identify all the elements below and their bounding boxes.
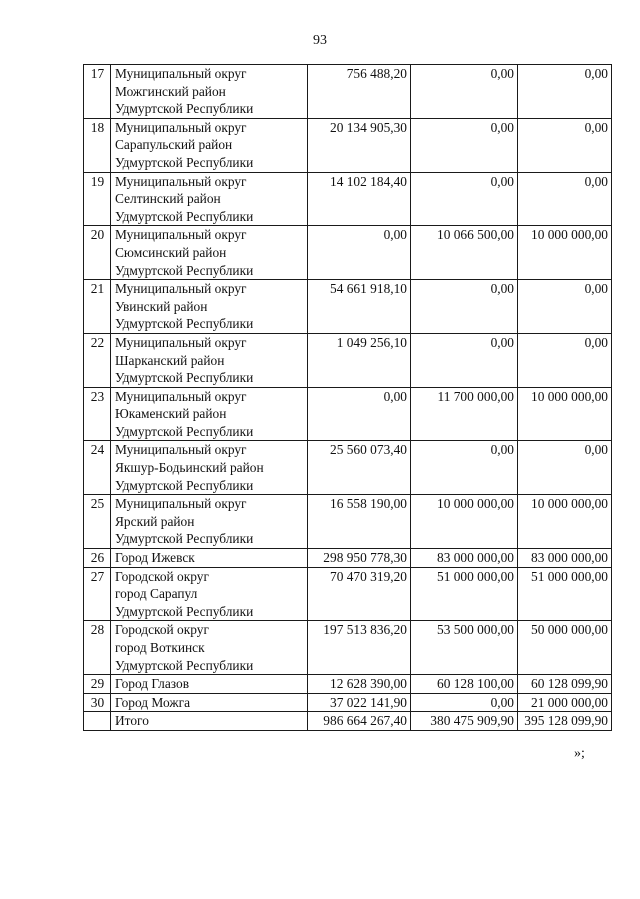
amount-cell-col-2: 0,00 <box>411 333 518 387</box>
amount-cell-col-1: 14 102 184,40 <box>308 172 411 226</box>
row-number-cell: 18 <box>84 118 111 172</box>
municipality-name-line: Удмуртской Республики <box>115 423 254 439</box>
municipality-name-line: Можгинский район <box>115 83 226 99</box>
municipality-name-line: Муниципальный округ <box>115 173 247 189</box>
municipality-name-cell <box>111 567 308 621</box>
table-row <box>84 693 612 712</box>
municipality-name-line: Город Глазов <box>115 676 190 692</box>
amount-cell-col-1: 70 470 319,20 <box>308 567 411 621</box>
amount-cell-col-3: 10 000 000,00 <box>518 495 612 549</box>
closing-quote-mark: »; <box>574 746 585 761</box>
amount-cell-col-3: 50 000 000,00 <box>518 621 612 675</box>
municipality-name-line: Городской округ <box>115 568 209 584</box>
amount-cell-col-3: 0,00 <box>518 118 612 172</box>
amount-cell-col-1: 12 628 390,00 <box>308 675 411 694</box>
amount-cell-col-2: 51 000 000,00 <box>411 567 518 621</box>
municipality-name-line: город Сарапул <box>115 586 198 602</box>
row-number-cell: 29 <box>84 675 111 694</box>
amount-cell-col-2: 0,00 <box>411 441 518 495</box>
municipality-name-cell <box>111 495 308 549</box>
table-row <box>84 280 612 334</box>
municipality-name-cell <box>111 621 308 675</box>
amount-cell-col-2: 11 700 000,00 <box>411 387 518 441</box>
amount-cell-col-3: 0,00 <box>518 333 612 387</box>
amount-cell-col-3: 51 000 000,00 <box>518 567 612 621</box>
municipality-name-cell <box>111 387 308 441</box>
municipality-name-cell <box>111 333 308 387</box>
amount-cell-col-1: 298 950 778,30 <box>308 549 411 568</box>
amount-cell-col-3: 0,00 <box>518 65 612 119</box>
municipality-name-line: Муниципальный округ <box>115 119 247 135</box>
table-row <box>84 65 612 119</box>
amount-cell-col-1: 756 488,20 <box>308 65 411 119</box>
municipality-name-line: Якшур-Бодьинский район <box>115 460 264 476</box>
table-row <box>84 387 612 441</box>
municipality-name-cell <box>111 65 308 119</box>
municipality-name-line: Муниципальный округ <box>115 227 247 243</box>
municipality-name-line: Муниципальный округ <box>115 281 247 297</box>
municipality-name-line: Муниципальный округ <box>115 388 247 404</box>
municipality-name-line: Город Ижевск <box>115 550 195 566</box>
table-row <box>84 567 612 621</box>
amount-cell-col-1: 197 513 836,20 <box>308 621 411 675</box>
row-number-cell: 28 <box>84 621 111 675</box>
table-body <box>84 65 612 731</box>
amount-cell-col-2: 83 000 000,00 <box>411 549 518 568</box>
table-row <box>84 549 612 568</box>
row-number-cell <box>84 712 111 731</box>
amount-cell-col-1: 0,00 <box>308 387 411 441</box>
municipality-name-line: Удмуртской Республики <box>115 316 254 332</box>
page-number: 93 <box>313 33 327 48</box>
municipality-name-line: Удмуртской Республики <box>115 603 254 619</box>
municipality-name-cell <box>111 226 308 280</box>
municipality-name-line: Сюмсинский район <box>115 244 227 260</box>
municipality-name-line: Ярский район <box>115 513 195 529</box>
amount-cell-col-3: 395 128 099,90 <box>518 712 612 731</box>
amount-cell-col-1: 0,00 <box>308 226 411 280</box>
municipality-name-cell <box>111 675 308 694</box>
table-row <box>84 118 612 172</box>
municipality-name-line: Увинский район <box>115 298 208 314</box>
amount-cell-col-1: 1 049 256,10 <box>308 333 411 387</box>
municipality-name-cell <box>111 441 308 495</box>
amount-cell-col-2: 0,00 <box>411 280 518 334</box>
amount-cell-col-2: 0,00 <box>411 118 518 172</box>
table-row <box>84 333 612 387</box>
municipality-name-line: Удмуртской Республики <box>115 208 254 224</box>
municipality-name-cell <box>111 712 308 731</box>
amount-cell-col-1: 986 664 267,40 <box>308 712 411 731</box>
amount-cell-col-1: 16 558 190,00 <box>308 495 411 549</box>
row-number-cell: 26 <box>84 549 111 568</box>
row-number-cell: 17 <box>84 65 111 119</box>
municipality-name-line: Муниципальный округ <box>115 442 247 458</box>
table-row <box>84 441 612 495</box>
row-number-cell: 20 <box>84 226 111 280</box>
table-row <box>84 172 612 226</box>
amount-cell-col-1: 37 022 141,90 <box>308 693 411 712</box>
amount-cell-col-2: 380 475 909,90 <box>411 712 518 731</box>
amount-cell-col-2: 0,00 <box>411 172 518 226</box>
municipality-name-cell <box>111 693 308 712</box>
table-row <box>84 226 612 280</box>
row-number-cell: 24 <box>84 441 111 495</box>
municipality-name-line: город Воткинск <box>115 640 205 655</box>
row-number-cell: 21 <box>84 280 111 334</box>
municipality-name-line: Удмуртской Республики <box>115 101 254 117</box>
amount-cell-col-3: 0,00 <box>518 280 612 334</box>
row-number-cell: 27 <box>84 567 111 621</box>
amount-cell-col-1: 25 560 073,40 <box>308 441 411 495</box>
row-number-cell: 19 <box>84 172 111 226</box>
amount-cell-col-2: 0,00 <box>411 65 518 119</box>
amount-cell-col-3: 60 128 099,90 <box>518 675 612 694</box>
total-row <box>84 712 612 731</box>
row-number-cell: 23 <box>84 387 111 441</box>
budget-allocation-table <box>83 64 612 731</box>
amount-cell-col-2: 60 128 100,00 <box>411 675 518 694</box>
municipality-name-line: Городской округ <box>115 622 209 638</box>
municipality-name-line: Город Можга <box>115 694 191 710</box>
municipality-name-line: Юкаменский район <box>115 406 227 422</box>
amount-cell-col-1: 54 661 918,10 <box>308 280 411 334</box>
municipality-name-cell <box>111 118 308 172</box>
table-row <box>84 621 612 675</box>
municipality-name-line: Сарапульский район <box>115 137 233 153</box>
amount-cell-col-3: 21 000 000,00 <box>518 693 612 712</box>
table-row <box>84 675 612 694</box>
municipality-name-line: Удмуртской Республики <box>115 154 254 170</box>
municipality-name-line: Муниципальный округ <box>115 334 247 350</box>
row-number-cell: 22 <box>84 333 111 387</box>
amount-cell-col-3: 0,00 <box>518 441 612 495</box>
municipality-name-line: Муниципальный округ <box>115 66 247 81</box>
amount-cell-col-1: 20 134 905,30 <box>308 118 411 172</box>
municipality-name-line: Итого <box>115 713 149 729</box>
municipality-name-line: Селтинский район <box>115 191 221 207</box>
municipality-name-cell <box>111 280 308 334</box>
row-number-cell: 30 <box>84 693 111 712</box>
amount-cell-col-3: 83 000 000,00 <box>518 549 612 568</box>
municipality-name-line: Удмуртской Республики <box>115 262 254 278</box>
municipality-name-line: Муниципальный округ <box>115 496 247 512</box>
amount-cell-col-2: 10 066 500,00 <box>411 226 518 280</box>
municipality-name-cell <box>111 549 308 568</box>
municipality-name-line: Удмуртской Республики <box>115 657 254 673</box>
municipality-name-line: Удмуртской Республики <box>115 477 254 493</box>
municipality-name-cell <box>111 172 308 226</box>
amount-cell-col-2: 10 000 000,00 <box>411 495 518 549</box>
amount-cell-col-3: 0,00 <box>518 172 612 226</box>
amount-cell-col-3: 10 000 000,00 <box>518 387 612 441</box>
row-number-cell: 25 <box>84 495 111 549</box>
amount-cell-col-3: 10 000 000,00 <box>518 226 612 280</box>
municipality-name-line: Удмуртской Республики <box>115 531 254 547</box>
municipality-name-line: Шарканский район <box>115 352 225 368</box>
municipality-name-line: Удмуртской Республики <box>115 370 254 386</box>
amount-cell-col-2: 0,00 <box>411 693 518 712</box>
table-row <box>84 495 612 549</box>
amount-cell-col-2: 53 500 000,00 <box>411 621 518 675</box>
